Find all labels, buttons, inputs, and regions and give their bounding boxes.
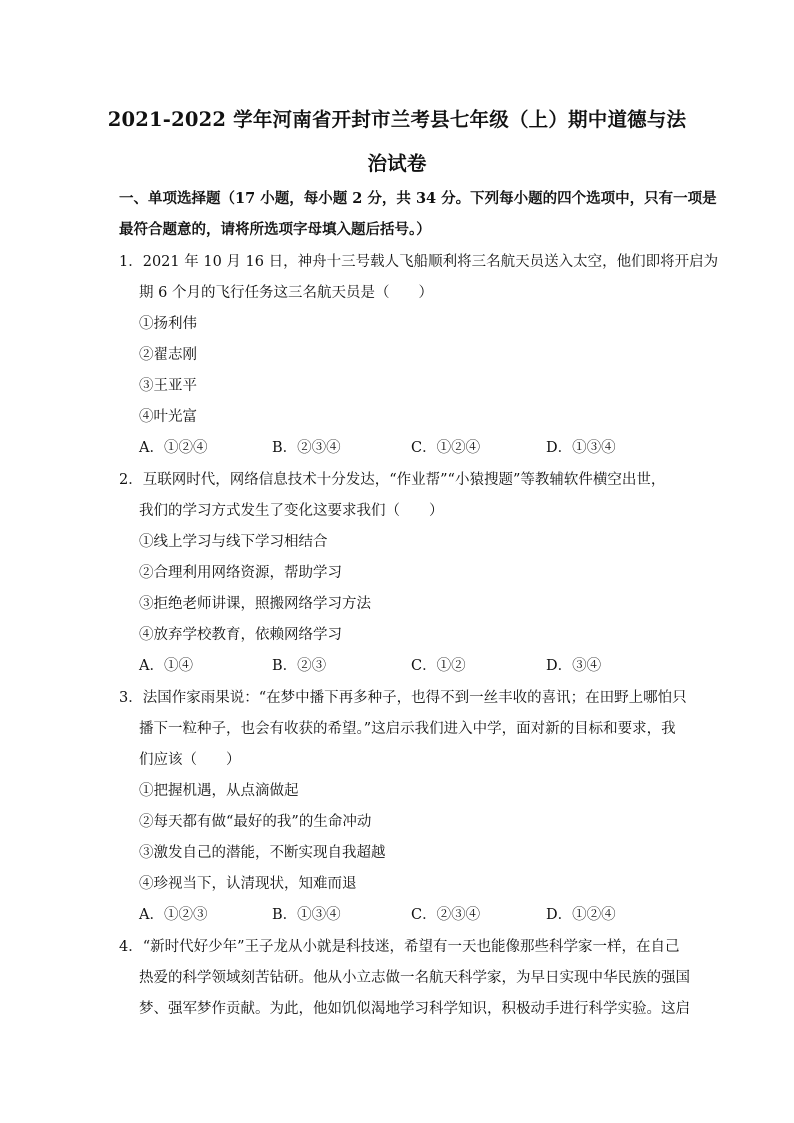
option-b: B．②③ [272,658,327,674]
option-a: A．①②④ [139,440,208,456]
question-item: ③激发自己的潜能，不断实现自我超越 [139,845,386,861]
question-item: ③拒绝老师讲课，照搬网络学习方法 [139,596,371,612]
question-stem-line: 们应该（ ） [139,752,241,768]
question-stem-line: 播下一粒种子，也会有收获的希望。”这启示我们进入中学，面对新的目标和要求，我 [139,721,676,737]
question-item: ②合理利用网络资源，帮助学习 [139,565,342,581]
question-stem-line: 4．“新时代好少年”王子龙从小就是科技迷，希望有一天也能像那些科学家一样，在自己 [119,939,680,955]
question-item: ①把握机遇，从点滴做起 [139,783,299,799]
question-stem-line: 2．互联网时代，网络信息技术十分发达，“作业帮”“小猿搜题”等教辅软件横空出世， [119,472,666,488]
question-item: ④放弃学校教育，依赖网络学习 [139,627,342,643]
question-stem-line: 我们的学习方式发生了变化这要求我们（ ） [139,503,444,519]
question-stem-line: 3．法国作家雨果说：“在梦中播下再多种子，也得不到一丝丰收的喜讯；在田野上哪怕只 [119,690,687,706]
option-c: C．①② [411,658,466,674]
option-c: C．②③④ [411,907,481,923]
question-stem-line: 梦、强军梦作贡献。为此，他如饥似渴地学习科学知识，积极动手进行科学实验。这启 [139,1001,690,1017]
option-a: A．①②③ [139,907,208,923]
option-d: D．①③④ [546,440,616,456]
question-item: ④珍视当下，认清现状，知难而退 [139,876,357,892]
option-a: A．①④ [139,658,193,674]
question-item: ②每天都有做“最好的我”的生命冲动 [139,814,372,830]
exam-title-line-2: 治试卷 [367,152,427,175]
question-stem-line: 热爱的科学领域刻苦钻研。他从小立志做一名航天科学家，为早日实现中华民族的强国 [139,970,690,986]
section-heading-line-2: 最符合题意的，请将所选项字母填入题后括号。） [119,221,431,238]
question-item: ①扬利伟 [139,316,197,332]
question-item: ②翟志刚 [139,347,197,363]
section-heading-line-1: 一、单项选择题（17 小题，每小题 2 分，共 34 分。下列每小题的四个选项中，只有一项是 [119,190,717,207]
exam-title-line-1: 2021-2022 学年河南省开封市兰考县七年级（上）期中道德与法 [107,108,687,131]
question-item: ①线上学习与线下学习相结合 [139,534,328,550]
question-item: ③王亚平 [139,378,197,394]
question-item: ④叶光富 [139,409,197,425]
question-stem-line: 期 6 个月的飞行任务这三名航天员是（ ） [139,285,433,301]
option-b: B．①③④ [272,907,341,923]
option-d: D．③④ [546,658,602,674]
option-d: D．①②④ [546,907,616,923]
option-c: C．①②④ [411,440,481,456]
option-b: B．②③④ [272,440,341,456]
question-stem-line: 1．2021 年 10 月 16 日，神舟十三号载人飞船顺利将三名航天员送入太空，他们即将开启为 [119,254,719,270]
